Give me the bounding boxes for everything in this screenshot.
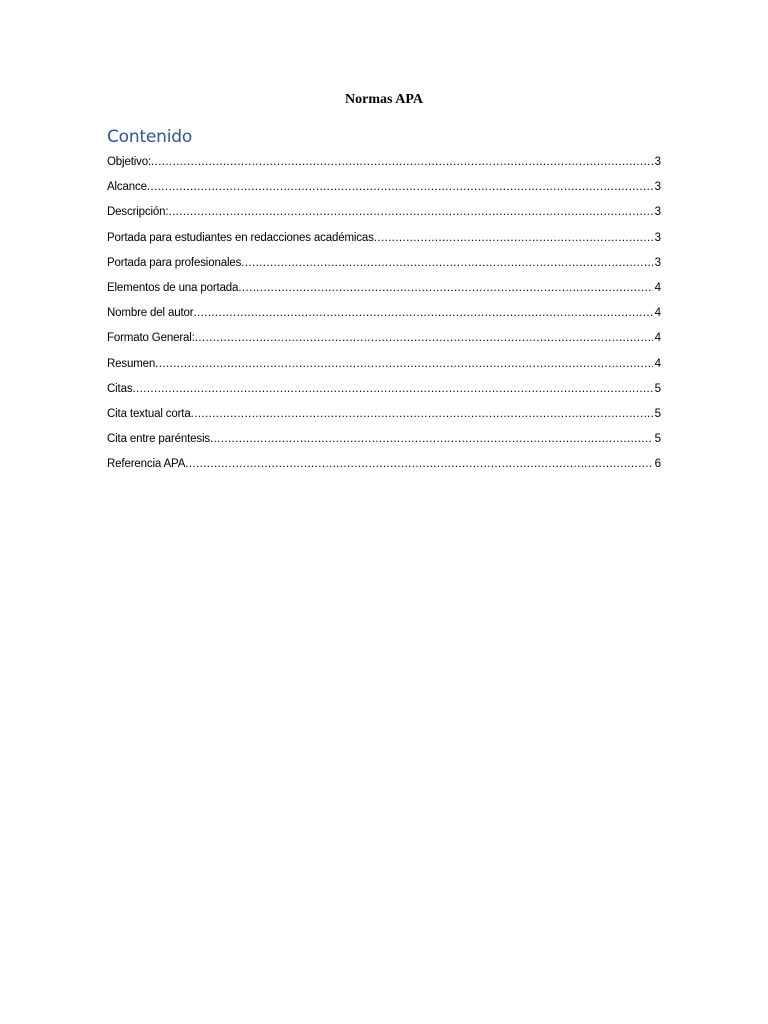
toc-entry-label: Descripción:: [107, 206, 169, 219]
toc-entry-label: Portada para estudiantes en redacciones académicas: [107, 231, 374, 244]
toc-leader-dots: [238, 280, 652, 296]
toc-entry-cita-entre-parentesis[interactable]: [107, 431, 661, 456]
toc-entry-page: 4: [654, 357, 661, 370]
toc-entry-page: 3: [654, 156, 661, 168]
table-of-contents: [107, 154, 661, 481]
toc-entry-label: Portada para profesionales: [107, 256, 242, 269]
toc-leader-dots: [155, 356, 652, 372]
toc-entry-page: 4: [654, 332, 661, 345]
toc-entry-cita-textual-corta[interactable]: [107, 406, 661, 431]
toc-entry-referencia-apa[interactable]: [107, 456, 661, 481]
toc-entry-label: Cita entre paréntesis: [107, 433, 210, 446]
toc-leader-dots: [193, 305, 652, 321]
toc-entry-page: 3: [654, 181, 661, 194]
toc-entry-label: Referencia APA: [107, 458, 186, 471]
toc-entry-objetivo[interactable]: [107, 154, 661, 179]
toc-leader-dots: [241, 255, 652, 271]
toc-leader-dots: [195, 330, 653, 346]
toc-heading: Contenido: [107, 127, 193, 147]
toc-entry-page: 5: [654, 433, 661, 446]
toc-leader-dots: [168, 204, 652, 220]
document-title: Normas APA: [345, 92, 423, 107]
toc-entry-portada-profesionales[interactable]: [107, 255, 661, 280]
toc-entry-descripcion[interactable]: [107, 204, 661, 229]
toc-entry-formato-general[interactable]: [107, 330, 661, 355]
toc-entry-portada-estudiantes[interactable]: [107, 230, 661, 255]
toc-entry-alcance[interactable]: [107, 179, 661, 204]
toc-entry-citas[interactable]: [107, 381, 661, 406]
toc-leader-dots: [147, 179, 653, 195]
toc-leader-dots: [132, 381, 652, 397]
toc-entry-page: 3: [654, 256, 661, 269]
toc-entry-page: 6: [654, 458, 661, 471]
toc-entry-resumen[interactable]: [107, 356, 661, 381]
toc-entry-label: Alcance: [107, 181, 147, 194]
toc-entry-page: 5: [654, 382, 661, 395]
toc-entry-label: Elementos de una portada: [107, 281, 239, 294]
toc-entry-page: 3: [654, 231, 661, 244]
toc-entry-page: 3: [654, 206, 661, 219]
toc-leader-dots: [374, 230, 653, 246]
toc-leader-dots: [185, 456, 652, 472]
toc-entry-page: 4: [654, 307, 661, 320]
toc-entry-label: Objetivo:: [107, 156, 152, 168]
toc-leader-dots: [151, 154, 653, 170]
toc-entry-page: 5: [654, 407, 661, 420]
toc-entry-label: Resumen: [107, 357, 156, 370]
toc-entry-page: 4: [654, 281, 661, 294]
toc-entry-elementos-portada[interactable]: [107, 280, 661, 305]
toc-entry-label: Formato General:: [107, 332, 195, 345]
toc-leader-dots: [191, 406, 653, 422]
toc-entry-label: Cita textual corta: [107, 407, 191, 420]
toc-leader-dots: [210, 431, 653, 447]
toc-entry-label: Citas: [107, 382, 133, 395]
toc-entry-nombre-autor[interactable]: [107, 305, 661, 330]
toc-entry-label: Nombre del autor: [107, 307, 194, 320]
